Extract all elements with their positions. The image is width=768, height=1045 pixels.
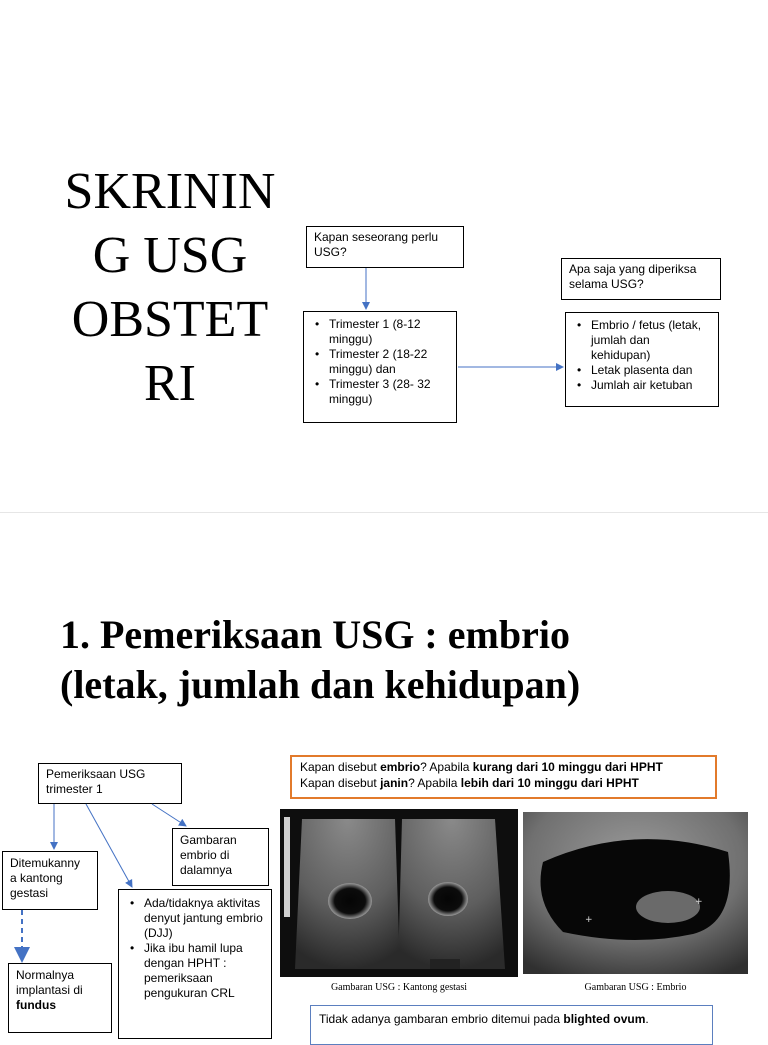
normal-bold: fundus [16, 998, 56, 1012]
gestasi-line: gestasi [10, 886, 49, 900]
slide2-title-line: (letak, jumlah dan kehidupan) [60, 662, 581, 707]
svg-text:+: + [695, 897, 703, 907]
slide1-title-line: OBSTET [71, 291, 269, 348]
blighted-ovum-note: Tidak adanya gambaran embrio ditemui pada blighted ovum. [310, 1005, 713, 1045]
normal-line: implantasi di [16, 983, 83, 997]
list-item: • Trimester 3 (28- 32 minggu) [329, 377, 449, 407]
normal-line: Normalnya [16, 968, 75, 982]
arrow-to-djj [86, 804, 132, 887]
list-item: • Letak plasenta dan [591, 363, 711, 378]
gambaran-line: dalamnya [180, 863, 233, 877]
caption-embryo: Gambaran USG : Embrio [584, 982, 687, 993]
info-line-janin: Kapan disebut janin? Apabila lebih dari 10 minggu dari HPHT [300, 776, 639, 790]
gambaran-line: embrio di [180, 848, 230, 862]
list-item: • Jika ibu hamil lupa dengan HPHT : pemeriksaan pengukuran CRL [144, 941, 264, 1001]
info-line-embrio: Kapan disebut embrio? Apabila kurang dari 10 minggu dari HPHT [300, 760, 663, 774]
trimester1-line: trimester 1 [46, 782, 103, 796]
trimester1-line: Pemeriksaan USG [46, 767, 146, 781]
svg-text:+: + [585, 915, 593, 925]
list-item: • Trimester 2 (18-22 minggu) dan [329, 347, 449, 377]
question-what-line: selama USG? [569, 277, 644, 291]
gambaran-line: Gambaran [180, 833, 237, 847]
caption-gestational-sac: Gambaran USG : Kantong gestasi [330, 982, 468, 993]
question-what-line: Apa saja yang diperiksa [569, 262, 697, 276]
slide2-title-line: 1. Pemeriksaan USG : embrio [60, 612, 570, 657]
question-when-line: Kapan seseorang perlu [314, 230, 439, 244]
list-item: • Ada/tidaknya aktivitas denyut jantung embrio (DJJ) [144, 896, 264, 941]
slide1-title-line: G USG [92, 227, 248, 284]
arrow-to-gambaran [152, 804, 186, 826]
slide1-title-line: RI [144, 355, 196, 412]
list-item: • Embrio / fetus (letak, jumlah dan kehidupan) [591, 318, 711, 363]
gestasi-line: a kantong [10, 871, 63, 885]
list-item: • Jumlah air ketuban [591, 378, 711, 393]
gestasi-line: Ditemukanny [10, 856, 81, 870]
slide1-title-line: SKRININ [64, 163, 276, 220]
list-item: • Trimester 1 (8-12 minggu) [329, 317, 449, 347]
question-when-line: USG? [314, 245, 347, 259]
